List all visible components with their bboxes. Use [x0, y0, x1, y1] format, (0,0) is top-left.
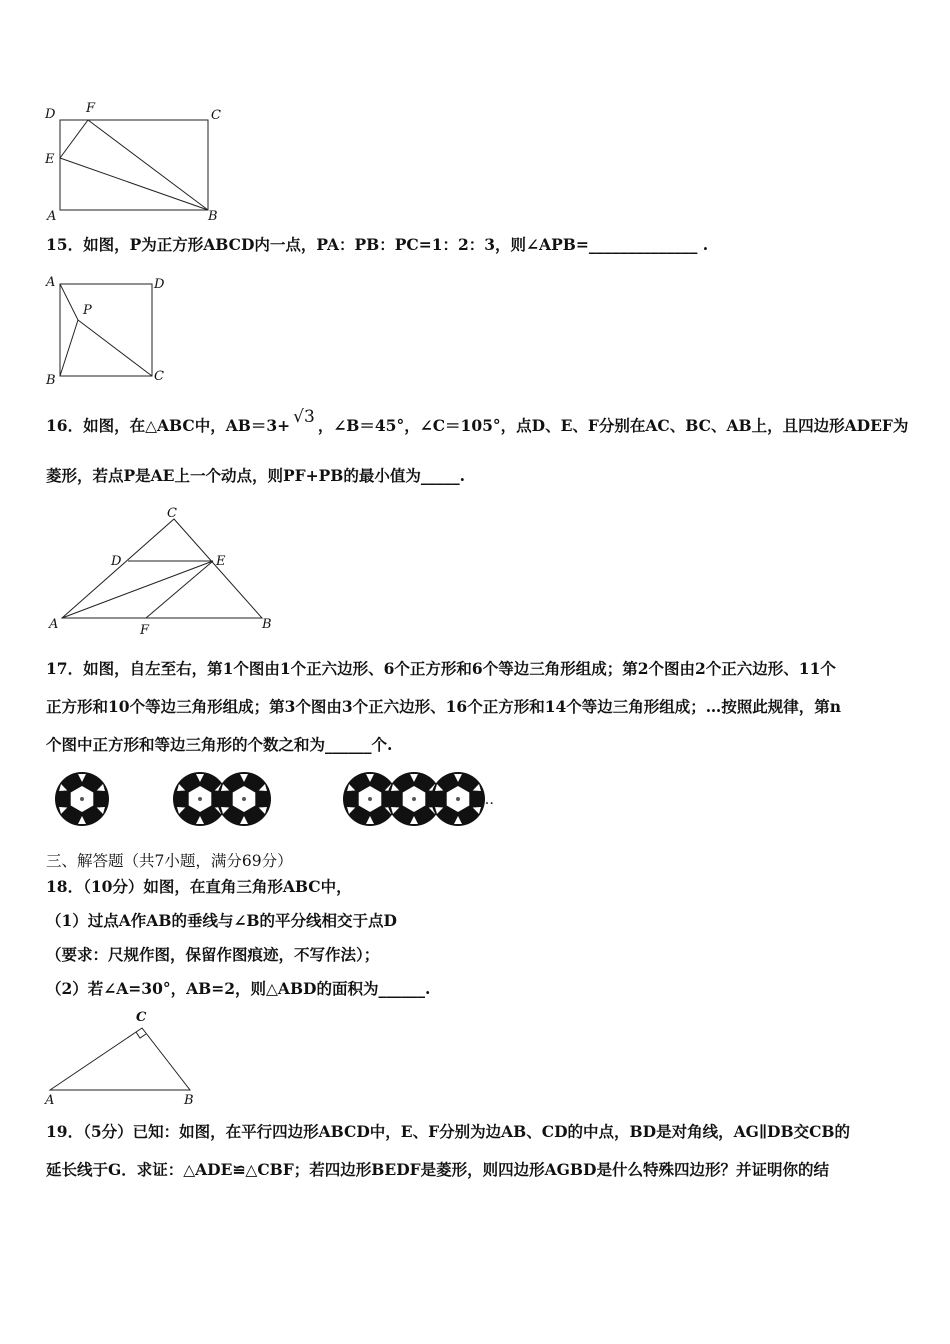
- question-16-line-1: [46, 407, 909, 436]
- label-d: D: [45, 107, 56, 122]
- triangle-abc: [62, 519, 262, 618]
- label-d: D: [111, 554, 122, 569]
- segment-fb: [88, 120, 208, 210]
- triangle-abc: [50, 1028, 190, 1090]
- label-b: B: [208, 209, 218, 224]
- question-17-line-1: 17．如图，自左至右，第1个图由1个正六边形、6个正方形和6个等边三角形组成；第2个图由2个正六边形、11个: [46, 659, 836, 678]
- label-c: C: [154, 369, 164, 384]
- segment-fe: [60, 120, 88, 158]
- q16-text-part-a: 16．如图，在△ABC中，AB＝3+: [46, 416, 291, 435]
- label-d: D: [154, 277, 165, 292]
- question-18-line-3: （要求：尺规作图，保留作图痕迹，不写作法）；: [46, 945, 380, 964]
- rectangle-abcd: [60, 120, 208, 210]
- label-b: B: [184, 1093, 194, 1108]
- pattern-ellipsis: …: [480, 792, 494, 808]
- question-19-line-1: 19．（5分）已知：如图，在平行四边形ABCD中，E、F分别为边AB、CD的中点，BD是对角线，AG∥DB交CB的: [46, 1122, 851, 1141]
- segment-pa: [60, 284, 78, 320]
- label-c: C: [167, 506, 177, 521]
- label-f: F: [86, 101, 96, 116]
- question-15-text: 15．如图，P为正方形ABCD内一点，PA：PB：PC=1：2：3，则∠APB=______________ .: [46, 235, 709, 254]
- question-18-line-4: （2）若∠A=30°，AB=2，则△ABD的面积为______.: [46, 979, 431, 998]
- label-b: B: [262, 617, 272, 632]
- question-19-line-2: 延长线于G．求证：△ADE≌△CBF；若四边形BEDF是菱形，则四边形AGBD是什么特殊四边形？并证明你的结: [46, 1160, 829, 1179]
- figure-q15-square: [40, 272, 180, 390]
- question-18-line-2: （1）过点A作AB的垂线与∠B的平分线相交于点D: [46, 911, 397, 930]
- pattern-2: [173, 772, 271, 826]
- q16-text-part-b: ，∠B＝45°，∠C＝105°，点D、E、F分别在AC、BC、AB上，且四边形ADEF为: [317, 416, 909, 435]
- question-18-line-1: 18．（10分）如图，在直角三角形ABC中，: [46, 877, 352, 896]
- q16-sqrt: √3: [293, 407, 315, 427]
- label-c: C: [136, 1010, 147, 1025]
- label-a: A: [45, 1093, 55, 1108]
- segment-pc: [78, 320, 152, 376]
- question-17-line-2: 正方形和10个等边三角形组成；第3个图由3个正六边形、16个正方形和14个等边三角形组成；…按照此规律，第n: [46, 697, 842, 716]
- pattern-3: [343, 772, 485, 826]
- figure-q14-rectangle: [40, 98, 240, 226]
- figure-q16-triangle: [40, 503, 290, 638]
- label-b: B: [46, 373, 56, 388]
- label-f: F: [140, 623, 150, 638]
- question-17-line-3: 个图中正方形和等边三角形的个数之和为______个.: [46, 735, 393, 754]
- label-p: P: [83, 303, 92, 318]
- square-abcd: [60, 284, 152, 376]
- question-16-line-2: 菱形，若点P是AE上一个动点，则PF+PB的最小值为_____.: [46, 466, 466, 485]
- right-angle-mark: [136, 1032, 146, 1038]
- label-a: A: [47, 209, 57, 224]
- section-3-title: 三、解答题（共7小题，满分69分）: [46, 852, 293, 870]
- label-e: E: [216, 554, 226, 569]
- segment-ef: [146, 561, 213, 618]
- segment-pb: [60, 320, 78, 376]
- label-a: A: [49, 617, 59, 632]
- pattern-1: [55, 772, 109, 826]
- segment-ae: [62, 561, 213, 618]
- label-c: C: [211, 108, 221, 123]
- label-e: E: [45, 152, 55, 167]
- label-a: A: [46, 275, 56, 290]
- segment-eb: [60, 158, 208, 210]
- figure-q17-pattern: [40, 762, 510, 836]
- figure-q18-right-triangle: [40, 1008, 220, 1108]
